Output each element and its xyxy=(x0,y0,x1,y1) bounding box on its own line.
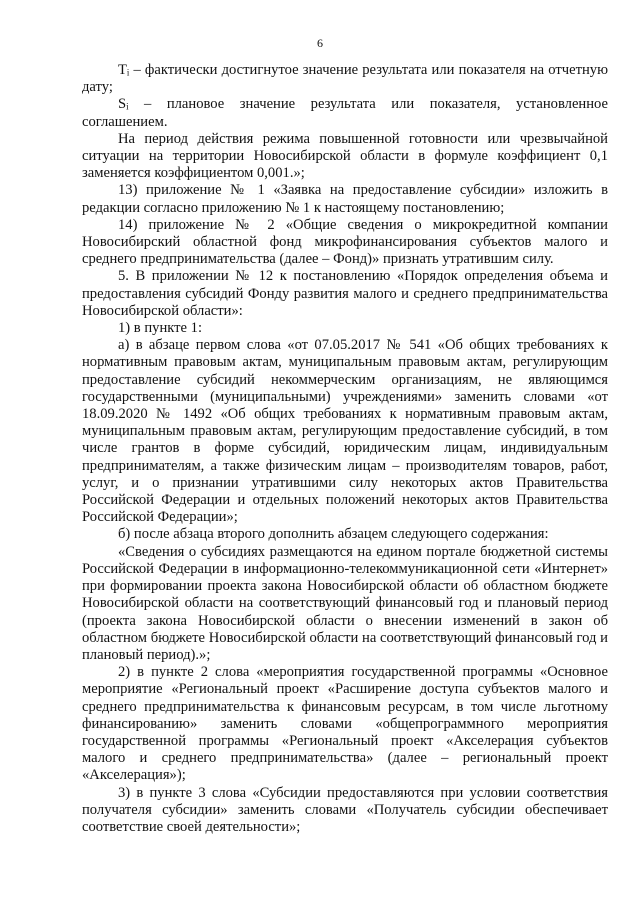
document-body xyxy=(82,62,608,836)
paragraph-subpoint-a: а) в абзаце первом слова «от 07.05.2017 № 541 «Об общих требованиях к нормативным правовым актам, муниципальным правовым актам, регулирующим предоставление субсидий некоммерческим организациям, не являющимся государственными (муниципальными) учреждениями» заменить словами «от 18.09.2020 № 1492 «Об общих требованиях к нормативным правовым актам, муниципальным правовым актам, регулирующим предоставление субсидий, в том числе грантов в форме субсидий, юридическим лицам, индивидуальным предпринимателям, а также физическим лицам – производителям товаров, работ, услуг, и о признании утратившими силу некоторых актов Правительства Российской Федерации и отдельных положений некоторых актов Правительства Российской Федерации»; xyxy=(82,337,608,526)
page-number: 6 xyxy=(317,36,323,50)
paragraph-item-13: 13) приложение № 1 «Заявка на предоставление субсидии» изложить в редакции согласно приложению № 1 к настоящему постановлению; xyxy=(82,182,608,216)
paragraph-quoted-subsidy-info: «Сведения о субсидиях размещаются на едином портале бюджетной системы Российской Федерации в информационно-телекоммуникационной сети «Интернет» при формировании проекта закона Новосибирской области об областном бюджете Новосибирской области на соответствующий финансовый год и плановый период (проекта закона Новосибирской области о внесении изменений в закон об областном бюджете Новосибирской области на соответствующий финансовый год и плановый период).»; xyxy=(82,543,608,663)
paragraph-point-1: 1) в пункте 1: xyxy=(118,320,203,337)
paragraph-section-5: 5. В приложении № 12 к постановлению «Порядок определения объема и предоставления субсидий Фонду развития малого и среднего предпринимательства Новосибирской области»: xyxy=(82,268,608,319)
paragraph-item-14: 14) приложение № 2 «Общие сведения о микрокредитной компании Новосибирский областной фонд микрофинансирования субъектов малого и среднего предпринимательства (далее – Фонд)» признать утратившим силу. xyxy=(82,216,608,268)
paragraph-emergency-coefficient: На период действия режима повышенной готовности или чрезвычайной ситуации на территории Новосибирской области в формуле коэффициент 0,1 заменяется коэффициентом 0,001.»; xyxy=(82,130,608,182)
paragraph-subpoint-b: б) после абзаца второго дополнить абзацем следующего содержания: xyxy=(118,526,549,543)
paragraph-si-definition: Sᵢ – плановое значение результата или показателя, установленное соглашением. xyxy=(82,96,608,130)
paragraph-point-3: 3) в пункте 3 слова «Субсидии предоставляются при условии соответствия получателя субсидии» заменить словами «Получатель субсидии обеспечивает соответствие своей деятельности»; xyxy=(82,784,608,835)
paragraph-point-2: 2) в пункте 2 слова «мероприятия государственной программы «Основное мероприятие «Региональный проект «Расширение доступа субъектов малого и среднего предпринимательства к финансовым ресурсам, в том числе льготному финансированию» заменить словами «общепрограммного мероприятия государственной программы «Региональный проект «Акселерация субъектов малого и среднего предпринимательства» (далее – региональный проект «Акселерация»); xyxy=(82,664,608,784)
paragraph-ti-definition: Tᵢ – фактически достигнутое значение результата или показателя на отчетную дату; xyxy=(82,62,608,96)
